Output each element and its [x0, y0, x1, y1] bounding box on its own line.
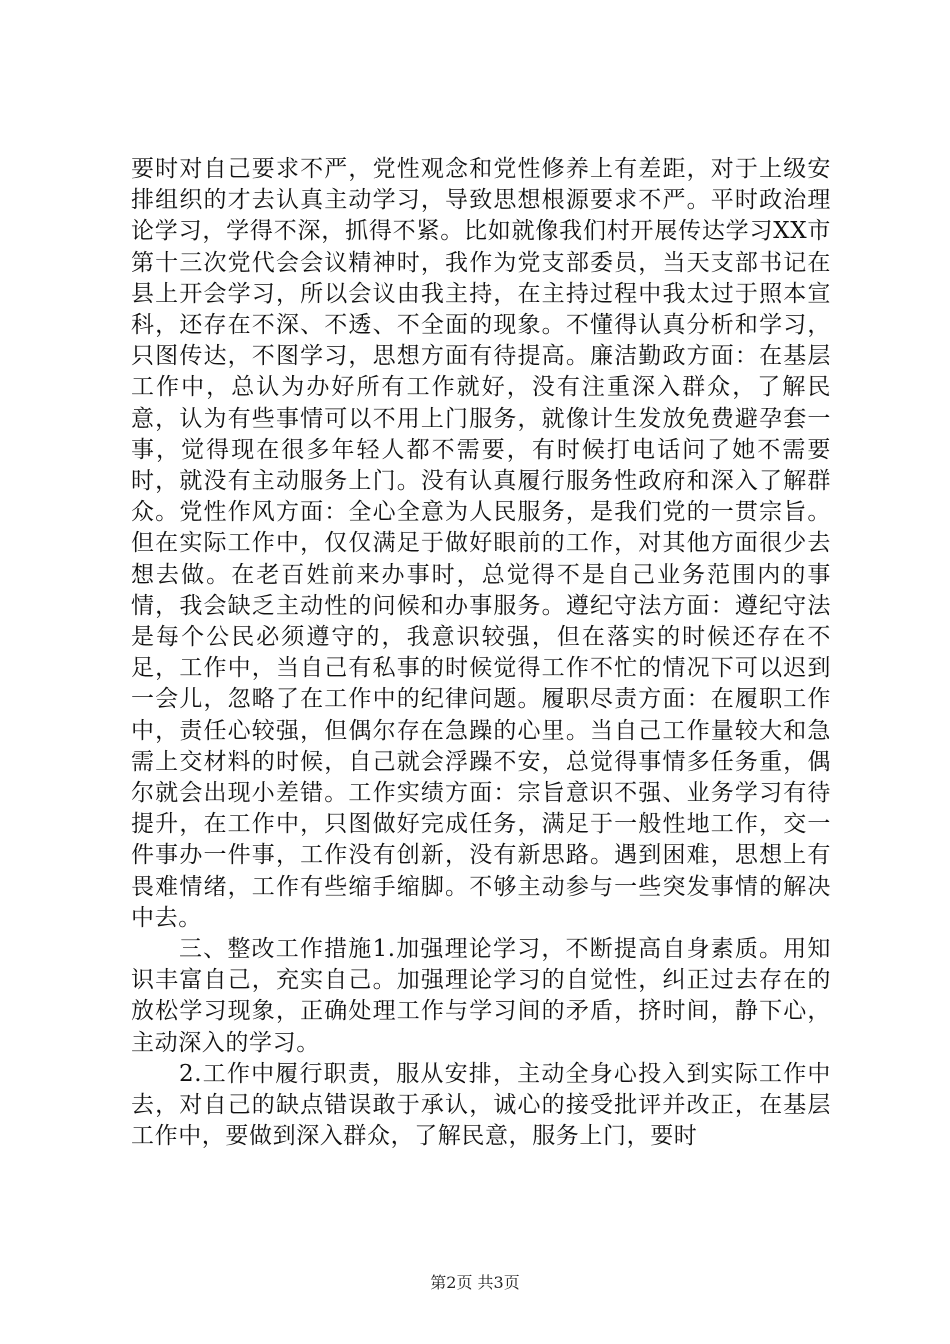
paragraph-self-criticism: 要时对自己要求不严，党性观念和党性修养上有差距，对于上级安排组织的才去认真主动学习，导致思想根源要求不严。平时政治理论学习，学得不深，抓得不紧。比如就像我们村开展传达学习XX市第十三次党代会会议精神时，我作为党支部委员，当天支部书记在县上开会学习，所以会议由我主持，在主持过程中我太过于照本宣科，还存在不深、不透、不全面的现象。不懂得认真分析和学习，只图传达，不图学习，思想方面有待提高。廉洁勤政方面：在基层工作中，总认为办好所有工作就好，没有注重深入群众，了解民意，认为有些事情可以不用上门服务，就像计生发放免费避孕套一事，觉得现在很多年轻人都不需要，有时候打电话问了她不需要时，就没有主动服务上门。没有认真履行服务性政府和深入了解群众。党性作风方面：全心全意为人民服务，是我们党的一贯宗旨。但在实际工作中，仅仅满足于做好眼前的工作，对其他方面很少去想去做。在老百姓前来办事时，总觉得不是自己业务范围内的事情，我会缺乏主动性的问候和办事服务。遵纪守法方面：遵纪守法是每个公民必须遵守的，我意识较强，但在落实的时候还存在不足，工作中，当自己有私事的时候觉得工作不忙的情况下可以迟到一会儿，忽略了在工作中的纪律问题。履职尽责方面：在履职工作中，责任心较强，但偶尔存在急躁的心里。当自己工作量较大和急需上交材料的时候，自己就会浮躁不安，总觉得事情多任务重，偶尔就会出现小差错。工作实绩方面：宗旨意识不强、业务学习有待提升，在工作中，只图做好完成任务，满足于一般性地工作，交一件事办一件事，工作没有创新，没有新思路。遇到困难，思想上有畏难情绪，工作有些缩手缩脚。不够主动参与一些突发事情的解决中去。 — [131, 156, 831, 931]
page-number-footer: 第2页 共3页 — [430, 1273, 520, 1292]
paragraph-rectification-measures: 三、整改工作措施1.加强理论学习，不断提高自身素质。用知识丰富自己，充实自己。加强理论学习的自觉性，纠正过去存在的放松学习现象，正确处理工作与学习间的矛盾，挤时间，静下心，主动深入的学习。 — [131, 936, 831, 1056]
paragraph-duty-performance: 2.工作中履行职责，服从安排，主动全身心投入到实际工作中去，对自己的缺点错误敢于承认，诚心的接受批评并改正，在基层工作中，要做到深入群众，了解民意，服务上门，要时 — [131, 1060, 831, 1150]
document-body — [131, 154, 831, 1153]
